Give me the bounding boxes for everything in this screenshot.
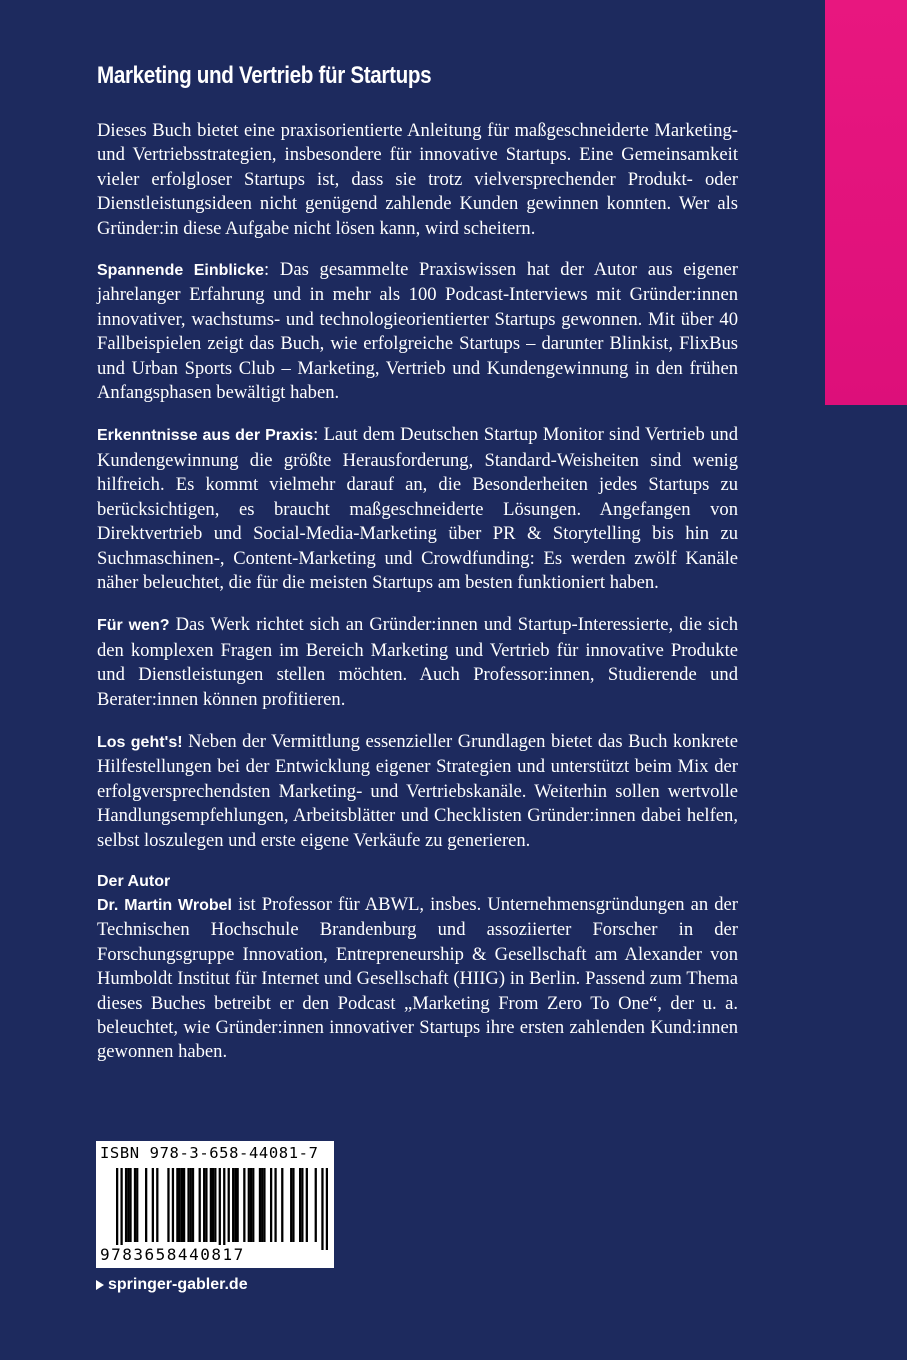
barcode-bar — [326, 1168, 328, 1250]
author-name: Dr. Martin Wrobel — [97, 896, 232, 914]
barcode-bar — [181, 1168, 183, 1242]
section-erkenntnisse — [97, 423, 738, 595]
barcode-bar — [281, 1168, 283, 1242]
section-lead: Für wen? — [97, 617, 170, 635]
pink-accent-bar — [825, 0, 907, 405]
barcode-bar — [212, 1168, 214, 1242]
barcode-bar — [136, 1168, 138, 1242]
barcode-bar — [167, 1168, 169, 1242]
section-fuer-wen — [97, 613, 738, 712]
barcode-bar — [274, 1168, 276, 1242]
barcode-bar — [250, 1168, 252, 1242]
section-lead: Los geht's! — [97, 733, 183, 751]
barcode-bar — [248, 1168, 250, 1242]
barcode-bar — [237, 1168, 239, 1242]
section-los-gehts — [97, 730, 738, 853]
barcode-bar — [134, 1168, 136, 1242]
barcode-bar — [199, 1168, 201, 1242]
barcode-bar — [306, 1168, 308, 1242]
barcode-bar — [263, 1168, 265, 1242]
barcode-bar — [261, 1168, 263, 1242]
barcode-bar — [125, 1168, 127, 1242]
barcode-bar — [234, 1168, 236, 1242]
barcode-bar — [243, 1168, 245, 1242]
section-text: Neben der Vermittlung essenzieller Grundlagen bietet das Buch konkrete Hilfestellungen bei der Entwicklung eigener Strategien und unterstützt beim Mix der erfolgversprechendsten Marketing- und Vertriebskanäle. Weiterhin sollen wertvolle Handlungsempfehlungen, Arbeitsblätter und Checklisten Gründer:innen dabei helfen, selbst loszulegen und erste eigene Verkäufe zu generieren. — [97, 730, 738, 851]
book-title: Marketing und Vertrieb für Startups — [97, 62, 432, 89]
author-bio: ist Professor für ABWL, insbes. Unternehmensgründungen an der Technischen Hochschule Brandenburg und assoziierter Forscher in der Forschungsgruppe Innovation, Entrepreneurship & Gesellschaft am Alexander von Humboldt Institut für Internet und Gesellschaft (HIIG) in Berlin. Passend zum Thema dieses Buches betreibt er den Podcast „Marketing From Zero To One“, der u. a. beleuchtet, wie Gründer:innen innovativer Startups ihre ersten zahlenden Kund:innen gewonnen haben. — [97, 893, 738, 1063]
barcode-bar — [129, 1168, 131, 1242]
barcode-bar — [156, 1168, 158, 1242]
barcode-bar — [270, 1168, 272, 1242]
barcode-bar — [292, 1168, 294, 1242]
author-heading: Der Autor — [97, 872, 171, 890]
barcode-bar — [210, 1168, 212, 1242]
arrow-right-icon — [96, 1280, 104, 1290]
barcode-bar — [183, 1168, 185, 1242]
barcode-bar — [223, 1168, 225, 1250]
barcode-bar — [178, 1168, 180, 1242]
barcode-bar — [228, 1168, 230, 1242]
barcode-bar — [259, 1168, 261, 1242]
barcode-bar — [190, 1168, 192, 1242]
barcode-bar — [232, 1168, 234, 1242]
barcode-bar — [120, 1168, 122, 1250]
website-text: springer-gabler.de — [108, 1276, 248, 1293]
barcode-bars — [116, 1168, 328, 1250]
author-section — [97, 871, 738, 1065]
section-text: Das Werk richtet sich an Gründer:innen und Startup-Interessierte, die sich den komplexen Fragen im Bereich Marketing und Vertrieb für innovative Produkte und Dienstleistungen stellen möchten. Auch Professor:innen, Studierende und Berater:innen können profitieren. — [97, 614, 738, 710]
section-text: Laut dem Deutschen Startup Monitor sind Vertrieb und Kundengewinnung die größte Herausforderung, Standard-Weisheiten sind wenig hilfreich. Es kommt vielmehr darauf an, die Besonderheiten jedes Startups zu berücksichtigen, es braucht maßgeschneiderte Lösungen. Angefangen von Direktvertrieb und Social-Media-Marketing über PR & Storytelling bis hin zu Suchmaschinen-, Content-Marketing und Crowdfunding: Es werden zwölf Kanäle näher beleuchtet, die für die meisten Startups am besten funktioniert haben. — [97, 424, 738, 593]
barcode-bar — [192, 1168, 194, 1242]
barcode-bar — [172, 1168, 174, 1242]
website-link[interactable] — [96, 1276, 248, 1294]
intro-paragraph: Dieses Buch bietet eine praxisorientierte Anleitung für maßgeschneiderte Marketing- und Vertriebsstrategien, insbesondere für innovative Startups. Eine Gemeinsamkeit vieler erfolgloser Startups ist, dass sie trotz vielversprechender Produkt- oder Dienstleistungsideen nicht genügend zahlende Kunden gewinnen konnten. Wer als Gründer:in diese Aufgabe nicht lösen kann, wird scheitern. — [97, 120, 738, 239]
barcode-bar — [214, 1168, 216, 1242]
section-lead: Erkenntnisse aus der Praxis — [97, 427, 314, 445]
section-lead: Spannende Einblicke — [97, 262, 264, 280]
barcode-bar — [321, 1168, 323, 1250]
barcode-bar — [152, 1168, 154, 1242]
barcode-bar — [290, 1168, 292, 1242]
isbn-label: ISBN 978-3-658-44081-7 — [100, 1144, 319, 1162]
section-spannende-einblicke — [97, 258, 738, 405]
barcode-bar — [203, 1168, 205, 1242]
barcode-bar — [187, 1168, 189, 1242]
barcode-bar — [205, 1168, 207, 1242]
barcode-bar — [145, 1168, 147, 1242]
section-text: Das gesammelte Praxiswissen hat der Autor aus eigener jahrelanger Erfahrung und in mehr als 100 Podcast-Interviews mit Gründer:innen innovativer, wachstums- und technologieorientierter Startups gewonnen. Mit über 40 Fallbeispielen zeigt das Buch, wie erfolgreiche Startups – darunter Blinkist, FlixBus und Urban Sports Club – Marketing, Vertrieb und Kundengewinnung in den frühen Anfangsphasen bewältigt haben. — [97, 259, 738, 404]
separator: : — [264, 259, 280, 281]
barcode-bar — [315, 1168, 317, 1242]
barcode-bar — [252, 1168, 254, 1242]
separator: : — [313, 424, 324, 446]
barcode-bar — [301, 1168, 303, 1242]
ean-text: 9783658440817 — [100, 1245, 245, 1264]
blurb-body — [97, 119, 738, 1083]
isbn-barcode — [96, 1141, 334, 1268]
barcode-bar — [299, 1168, 301, 1242]
ean-digits — [100, 1245, 245, 1264]
barcode-bar — [127, 1168, 129, 1242]
barcode-bar — [219, 1168, 221, 1250]
barcode-bar — [116, 1168, 118, 1250]
barcode-bar — [176, 1168, 178, 1242]
